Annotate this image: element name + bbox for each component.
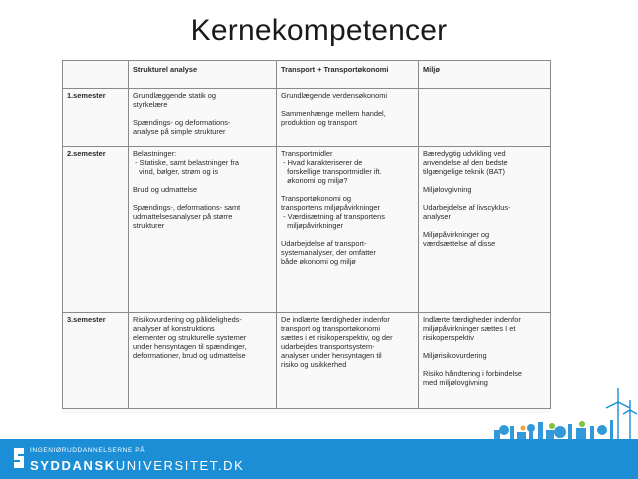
table-cell	[419, 147, 551, 313]
cell-paragraph: Udarbejdelse af transport- systemanalyser, der omfatter både økonomi og miljø	[281, 239, 376, 266]
footer-tagline: INGENIØRUDDANNELSERNE PÅ	[30, 447, 146, 454]
table-cell	[277, 89, 419, 147]
cell-paragraph: De indlærte færdigheder indenfor transport og transportøkonomi sættes i et risikoperspektiv, og der udarbejdes transportsystem- analyser under hensyntagen til risiko og usikkerhed	[281, 315, 393, 369]
semester-cell: 1.semester	[63, 89, 129, 147]
wind-turbine-skyline-icon	[490, 386, 638, 444]
cell-paragraph: Risiko håndtering i forbindelse med miljølovgivning	[423, 369, 523, 387]
cell-paragraph: Indlærte færdigheder indenfor miljøpåvirkninger sættes I et risikoperspektiv	[423, 315, 521, 342]
footer-brand-bold: SYDDANSK	[30, 458, 116, 473]
semester-cell: 2.semester	[63, 147, 129, 313]
footer-university-link[interactable]	[30, 458, 244, 473]
cell-paragraph: Miljølovgivning	[423, 185, 472, 194]
cell-paragraph: Brud og udmattelse	[133, 185, 198, 194]
table-cell	[419, 89, 551, 147]
table-cell	[277, 313, 419, 409]
header-cell-environment: Miljø	[419, 61, 551, 89]
sdu-logo-icon	[12, 446, 26, 470]
table-row	[63, 89, 551, 147]
table-row	[63, 313, 551, 409]
cell-paragraph: Transportmidler - Hvad karakteriserer de forskellige transportmidler ift. økonomi og miljø?	[281, 149, 382, 185]
table-header-row	[63, 61, 551, 89]
cell-paragraph: Grundlæggende statik og styrkelære	[133, 91, 216, 109]
cell-paragraph: Spændings-, deformations- samt udmattelsesanalyser på større strukturer	[133, 203, 241, 230]
cell-paragraph: Belastninger: - Statiske, samt belastninger fra vind, bølger, strøm og is	[133, 149, 239, 176]
cell-paragraph: Bæredygtig udvikling ved anvendelse af den bedste tilgængelige teknik (BAT)	[423, 149, 508, 176]
cell-paragraph: Udarbejdelse af livscyklus- analyser	[423, 203, 511, 221]
cell-paragraph: Grundlægende verdensøkonomi	[281, 91, 387, 100]
competence-table-wrap	[62, 60, 550, 413]
footer-brand-rest: UNIVERSITET.DK	[115, 458, 245, 473]
header-cell-structural: Strukturel analyse	[129, 61, 277, 89]
table-cell	[129, 313, 277, 409]
semester-cell: 3.semester	[63, 313, 129, 409]
table-cell	[129, 89, 277, 147]
table-cell	[129, 147, 277, 313]
header-cell-empty	[63, 61, 129, 89]
cell-paragraph: Miljøpåvirkninger og værdsættelse af disse	[423, 230, 496, 248]
slide-title: Kernekompetencer	[190, 14, 448, 47]
table-row	[63, 147, 551, 313]
cell-paragraph: Miljørisikovurdering	[423, 351, 487, 360]
competence-table	[62, 60, 551, 409]
cell-paragraph: Transportøkonomi og transportens miljøpåvirkninger - Værdisætning af transportens miljøpåvirkninger	[281, 194, 385, 230]
cell-paragraph: Risikovurdering og pålideligheds- analyser af konstruktions elementer og strukturelle systemer under hensyntagen til spændinger, deformationer, brud og udmattelse	[133, 315, 247, 360]
table-cell	[277, 147, 419, 313]
cell-paragraph: Sammenhænge mellem handel, produktion og transport	[281, 109, 386, 127]
cell-paragraph: Spændings- og deformations- analyse på simple strukturer	[133, 118, 231, 136]
header-cell-transport: Transport + Transportøkonomi	[277, 61, 419, 89]
